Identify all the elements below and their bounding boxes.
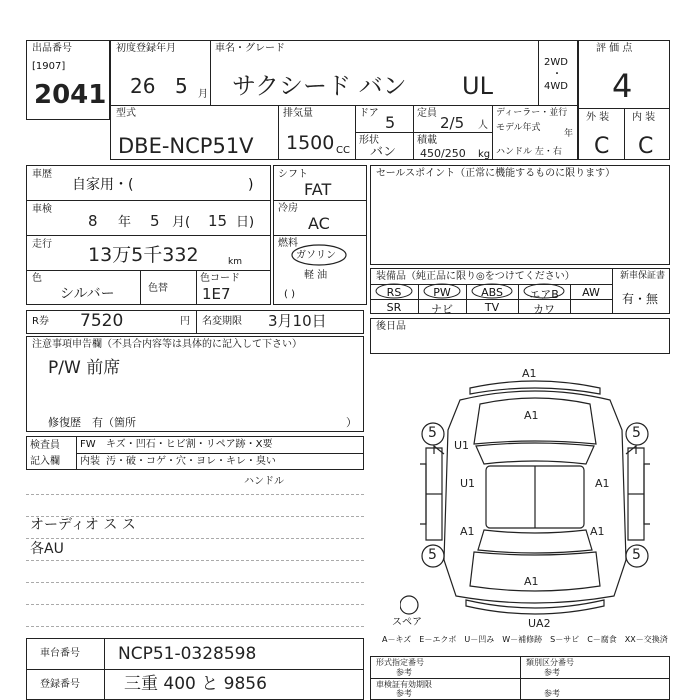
history-label: 車歴	[32, 169, 52, 180]
displacement-label: 排気量	[283, 108, 313, 119]
equip-airbag: エアB	[529, 288, 559, 301]
shape-value: バン	[370, 145, 397, 160]
fuel-other: ( )	[284, 289, 295, 300]
color-code-label: 色コード	[200, 273, 240, 284]
tire-fr-mark: 5	[632, 425, 641, 441]
capacity-unit: 人	[478, 120, 488, 131]
model-year-label: モデル年式	[496, 123, 541, 133]
capacity-value: 2/5	[440, 114, 465, 132]
type-label: 型式	[116, 108, 136, 119]
mark-front: A1	[522, 367, 537, 380]
reg-value: 三重 400 と 9856	[124, 674, 267, 694]
equipment-label: 装備品（純正品に限り◎をつけてください）	[376, 271, 575, 282]
inspector-interior-items: 汚・破・コゲ・穴・ヨレ・キレ・臭い	[106, 456, 276, 467]
warranty-label: 新車保証書	[620, 271, 666, 281]
dealer-designation-label: 形式指定番号	[376, 658, 424, 667]
notes-label: 注意事項申告欄（不具合内容等は具体的に記入して下さい）	[32, 339, 302, 350]
damage-legend: A－キズ E－エクボ U－凹み W－補修跡 S－サビ C－腐食 XX－交換済	[382, 635, 668, 644]
inspector-label-1: 検査員	[30, 440, 60, 451]
equip-tv: TV	[484, 301, 500, 314]
equip-circles	[370, 282, 612, 300]
name-change-label: 名変期限	[202, 316, 242, 327]
mileage-value: 13万5千332	[88, 244, 199, 266]
repair-close: ）	[346, 416, 357, 429]
first-reg-year: 26	[130, 74, 156, 98]
mark-hood: A1	[524, 409, 539, 422]
recycle-label: R券	[32, 316, 49, 327]
repair-label: 修復歴 有（箇所	[48, 416, 136, 429]
history-value: 自家用・(	[72, 177, 134, 193]
mileage-label: 走行	[32, 239, 52, 250]
reference-2: 参考	[544, 668, 560, 677]
interior-grade: C	[638, 134, 654, 159]
equip-pw: PW	[433, 286, 451, 299]
tire-rl-mark: 5	[428, 547, 437, 563]
interior-label: 内 装	[632, 112, 656, 123]
door-label: ドア	[359, 108, 379, 119]
repaint-label: 色替	[148, 283, 168, 294]
mark-roof-right: A1	[595, 477, 610, 490]
drive-dot: ・	[552, 69, 562, 80]
back-notes-box	[370, 318, 670, 354]
equip-rs: RS	[386, 286, 402, 299]
inspection-day-char: 日)	[236, 215, 255, 230]
mark-trunk: A1	[524, 575, 539, 588]
shape-label: 形状	[359, 135, 379, 146]
tire-fl-mark: 5	[428, 425, 437, 441]
inspector-fw: FW	[80, 439, 96, 450]
mark-rear: UA2	[528, 617, 551, 630]
dealer-label: ディーラー・並行	[496, 108, 568, 118]
sales-point-box	[370, 165, 670, 265]
name-change-value: 3月10日	[268, 312, 327, 330]
load-unit: kg	[478, 149, 491, 160]
mileage-unit: km	[228, 257, 242, 267]
first-reg-month: 5	[175, 74, 188, 98]
drive-4wd: 4WD	[544, 81, 568, 92]
fuel-gas: ガソリン	[296, 250, 336, 261]
fuel-gas-circle	[290, 243, 348, 267]
inspector-interior-label: 内装	[80, 456, 100, 467]
mark-left-rear: A1	[460, 525, 475, 538]
inspector-exterior-items: キズ・凹石・ヒビ割・リペア跡・X要	[106, 439, 273, 450]
displacement-value: 1500	[286, 132, 335, 154]
first-reg-label: 初度登録年月	[116, 43, 176, 54]
reg-cert-label: 車検証有効期限	[376, 680, 432, 689]
displacement-unit: CC	[336, 145, 350, 156]
exterior-grade: C	[594, 134, 610, 159]
shift-label: シフト	[278, 169, 308, 180]
ac-label: 冷房	[278, 203, 298, 214]
back-notes-label: 後日品	[376, 321, 406, 332]
spare-label: スペア	[392, 617, 422, 628]
equip-aw: AW	[582, 286, 600, 299]
year-unit: 年	[564, 129, 574, 139]
inspection-month-char: 月(	[172, 215, 191, 230]
equip-leather: カワ	[533, 303, 555, 316]
color-value: シルバー	[60, 286, 115, 302]
model-name: サクシード バン	[232, 72, 407, 100]
load-value: 450/250	[420, 147, 466, 160]
score-label: 評 価 点	[596, 43, 633, 54]
door-value: 5	[385, 113, 396, 132]
recycle-value: 7520	[80, 311, 124, 331]
handle-note: ハンドル	[244, 476, 284, 487]
reference-4: 参考	[544, 689, 560, 698]
equip-sr: SR	[386, 301, 402, 314]
grade: UL	[462, 72, 493, 100]
shift-value: FAT	[304, 180, 332, 199]
model-name-label: 車名・グレード	[215, 43, 285, 54]
mark-roof-left: U1	[460, 477, 476, 490]
chassis-label: 車台番号	[40, 648, 80, 659]
color-label: 色	[32, 273, 42, 284]
month-unit: 月	[198, 89, 208, 100]
inspector-label-2: 記入欄	[30, 456, 60, 467]
fuel-label: 燃料	[278, 238, 298, 249]
drive-2wd: 2WD	[544, 57, 568, 68]
tire-rr-mark: 5	[632, 547, 641, 563]
load-label: 積載	[417, 135, 437, 146]
score-value: 4	[612, 67, 633, 105]
reg-label: 登録番号	[40, 679, 80, 690]
inspection-year-char: 年	[118, 215, 132, 230]
equip-navi: ナビ	[431, 303, 453, 316]
handle-label: ハンドル 左・右	[496, 147, 562, 157]
lot-label: 出品番号	[32, 43, 72, 54]
car-diagram	[400, 360, 670, 630]
type-value: DBE-NCP51V	[118, 134, 254, 158]
comment-line-2: 各AU	[30, 541, 64, 557]
mark-right-rear: A1	[590, 525, 605, 538]
capacity-label: 定員	[417, 108, 437, 119]
yen-label: 円	[180, 316, 190, 327]
inspection-label: 車検	[32, 204, 52, 215]
history-close: )	[248, 177, 254, 193]
sales-point-label: セールスポイント（正常に機能するものに限ります）	[376, 168, 616, 179]
inspection-day: 15	[208, 212, 228, 230]
inspection-year: 8	[88, 212, 98, 230]
reference-3: 参考	[396, 689, 412, 698]
mark-left-front: U1	[454, 439, 470, 452]
exterior-label: 外 装	[586, 112, 610, 123]
inspection-month: 5	[150, 212, 160, 230]
category-label: 類別区分番号	[526, 658, 574, 667]
notes-handwritten: P/W 前席	[48, 358, 121, 378]
warranty-value: 有・無	[622, 292, 659, 306]
lot-number: 2041	[34, 80, 107, 110]
color-code: 1E7	[202, 285, 231, 303]
lot-code: [1907]	[32, 61, 66, 72]
fuel-diesel: 軽 油	[304, 270, 328, 281]
chassis-value: NCP51-0328598	[118, 644, 257, 664]
ac-value: AC	[308, 214, 330, 233]
comment-line-1: オーディオ ス ス	[30, 517, 136, 533]
equip-abs: ABS	[481, 286, 503, 299]
reference-1: 参考	[396, 668, 412, 677]
